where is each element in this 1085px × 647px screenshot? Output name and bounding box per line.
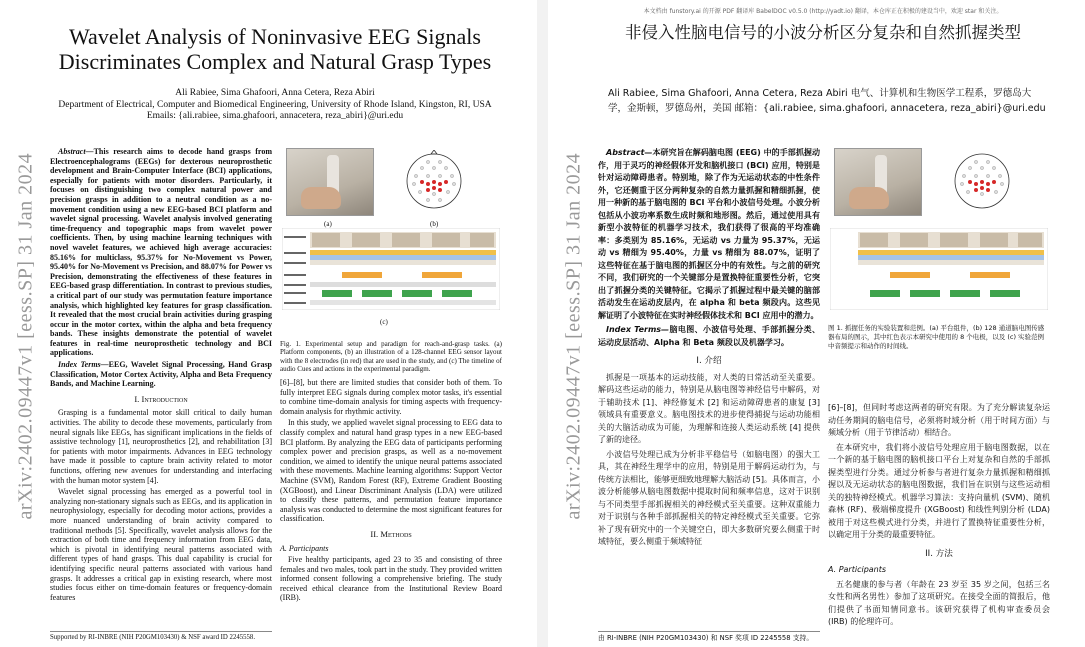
subsection-participants-heading-cn: A. Participants bbox=[828, 565, 887, 574]
platform-photo bbox=[286, 148, 374, 216]
footnote-cn: 由 RI-INBRE (NIH P20GM103430) 和 NSF 奖项 ID 2245558 支持。 bbox=[598, 631, 820, 642]
intro-paragraph-2-cn: 小波信号处理已成为分析非平稳信号（如脑电图）的强大工具，其在神经生理学中的应用，特别是用于解码运动行为，与传统方法相比，能够更细致地理解大脑活动 [5]。具体而言，小波分析能够从脑电图数据中提取时间和频率信息，这对于识别与不同类型手部抓握相关的神经模式至关重要。这种双重能力对于识别与各种手部抓握相关的特定神经模式至关重要。它弥补了现有研究中的一个关键空白，即大多数研究要么侧重于时域特征，要么侧重于频域特征 bbox=[598, 449, 820, 546]
paradigm-timeline-cn bbox=[830, 228, 1048, 310]
arxiv-stamp-cn: arXiv:2402.09447v1 [eess.SP] 31 Jan 2024 bbox=[562, 152, 585, 520]
paper-title-cn: 非侵入性脑电信号的小波分析区分复杂和自然抓握类型 bbox=[625, 23, 1021, 42]
left-column bbox=[50, 147, 272, 604]
author-block bbox=[40, 88, 510, 123]
translation-notice: 本文档由 funstory.ai 的开源 PDF 翻译库 BabelDOC v0.5.0 (http://yadt.io) 翻译，本仓库正在积极的建设当中，欢迎 star 和关注。 bbox=[643, 8, 1003, 15]
intro-paragraph-2: Wavelet signal processing has emerged as a powerful tool in analyzing non-stationary signals such as EEGs, and its application in neurophysiology, especially for decoding motor actions, provides a more nuanced understanding of brain activity compared to traditional methods [5]. Specifically, wavelet analysis allows for the extraction of both time and frequency information from EEG data, which is pivotal in identifying neural patterns associated with different types of hand grasps. This dual capability is crucial for identifying specific neural patterns associated with various hand grasps. It addresses a critical gap in existing research, where most studies focus either on time-domain features or frequency-domain features bbox=[50, 487, 272, 602]
paradigm-timeline bbox=[282, 228, 500, 310]
footnote: Supported by RI-INBRE (NIH P20GM103430) & NSF award ID 2245558. bbox=[50, 631, 272, 642]
intro-paragraph-1: Grasping is a fundamental motor skill critical to daily human activities. The ability to decode these movements, particularly from neural signals like EEGs, has significant implications in the fields of assistive technology [1], neuroprosthetics [2], and rehabilitation [3] for patients with motor impairments. Advances in EEG technology have made it possible to capture brain activity related to motor functions, offering new avenues for understanding and interfacing with the human motor system [4]. bbox=[50, 408, 272, 485]
emails: Emails: {ali.rabiee, sima.ghafoori, annacetera, reza_abiri}@uri.edu bbox=[146, 111, 404, 121]
subfig-label-b: (b) bbox=[430, 220, 439, 228]
right-column bbox=[280, 378, 502, 605]
methods-paragraph-1: Five healthy participants, aged 23 to 35 and consisting of three females and two males, took part in the study. They provided written informed consent following a comprehensive briefing. The study received ethical clearance from the Institutional Review Board (IRB). bbox=[280, 555, 502, 603]
figure-1-caption-cn: 图 1. 抓握任务的实验装置和范例。(a) 平台组件，(b) 128 通道脑电图传感器布局的图示，其中红色表示本研究中使用的 8 个电极，以及 (c) 实验范例中音频提示和动作的时间线。 bbox=[828, 324, 1045, 350]
subfig-label-c: (c) bbox=[380, 318, 388, 326]
section-introduction-heading-cn: I. 介绍 bbox=[696, 356, 722, 366]
affiliation: Department of Electrical, Computer and Biomedical Engineering, University of Rhode Island, Kingston, RI, USA bbox=[58, 99, 492, 110]
left-column-cn bbox=[598, 147, 820, 551]
platform-photo-cn bbox=[834, 148, 922, 216]
paper-page-chinese bbox=[548, 0, 1085, 647]
col2-paragraph-1-cn: [6]–[8]，但同时考虑这两者的研究有限。为了充分解读复杂运动任务期间的脑电信号，必须将时域分析（用于时间方面）与频域分析（用于节律活动）相结合。 bbox=[828, 403, 1050, 437]
eeg-layout-diagram bbox=[398, 150, 470, 212]
intro-paragraph-1-cn: 抓握是一项基本的运动技能，对人类的日常活动至关重要。解码这些运动的能力，特别是从脑电图等神经信号中解码，对于辅助技术 [1]、神经修复术 [2] 和运动障碍患者的康复 [3] 领域具有重要意义。脑电图技术的进步使得捕捉与运动功能相关的大脑活动成为可能，为理解和连接人类运动系统 [4] 提供了新的途径。 bbox=[598, 372, 820, 444]
figure-1-cn bbox=[828, 148, 1050, 332]
author-block-cn: Ali Rabiee, Sima Ghafoori, Anna Cetera, Reza Abiri 电气、计算机和生物医学工程系，罗德岛大学，金斯顿，罗德岛州，美国 邮箱：{ali.rabiee, sima.ghafoori, annacetera, reza_abiri}@uri.edu bbox=[608, 88, 1046, 114]
abstract: Abstract—This research aims to decode hand grasps from Electroencephalograms (EEGs) for dexterous neuroprosthetic development and Brain-Computer Interface (BCI) applications, especially for patients with motor disorders. Particularly, it focuses on distinguishing two complex natural power and precision grasps in addition to a neutral condition as a no-movement condition using a new EEG-based BCI platform and wavelet signal processing. Wavelet analysis involved generating time-frequency and topographic maps from wavelet power coefficients. Then, by using machine learning techniques with novel wavelet features, we achieved high average accuracies: 85.16% for multiclass, 95.37% for No-Movement vs Power, 95.40% for No-Movement vs Precision, and 88.07% for Power vs Precision, demonstrating the effectiveness of these features in EEG-based grasp differentiation. In contrast to previous studies, a critical part of our study was permutation feature importance analysis, which highlighted key features for grasp classification. It revealed that the most crucial brain activities during grasping occur in the motor cortex, within the alpha and beta frequency bands. These insights demonstrate the potential of wavelet features in real-time neuroprosthetic technology and BCI applications. bbox=[50, 147, 272, 358]
figure-1 bbox=[280, 148, 502, 332]
col2-paragraph-2: In this study, we applied wavelet signal processing to EEG data to classify complex and natural hand grasp types in a new EEG-based BCI platform. By analyzing the EEG data of participants performing complex power and precision grasps, as well as a no-movement condition, we aimed to identify the unique neural patterns associated with these movements. Machine learning algorithms: Support Vector Machine (SVM), Random Forest (RF), Extreme Gradient Boosting (XGBoost), and Linear Discriminant Analysis (LDA) were utilized to classify these patterns, and permutation feature importance analysis was conducted to determine the most significant features for classification. bbox=[280, 418, 502, 524]
page-gap bbox=[537, 0, 548, 647]
col2-paragraph-1: [6]–[8], but there are limited studies that consider both of them. To fully interpret EEG signals during complex motor tasks, it's essential to combine time-domain analysis for timing aspects with frequency-domain analysis for rhythmic activity. bbox=[280, 378, 502, 416]
index-terms-cn: Index Terms—脑电图、小波信号处理、手部抓握分类、运动皮层活动、Alpha 和 Beta 频段以及机器学习。 bbox=[598, 325, 821, 347]
methods-paragraph-1-cn: 五名健康的参与者（年龄在 23 岁至 35 岁之间，包括三名女性和两名男性）参加了这项研究。在接受全面的简报后，他们提供了书面知情同意书。该研究获得了机构审查委员会 (IRB) 的伦理许可。 bbox=[828, 579, 1050, 626]
section-methods-heading-cn: II. 方法 bbox=[925, 548, 953, 559]
figure-1-caption: Fig. 1. Experimental setup and paradigm for reach-and-grasp tasks. (a) Platform components, (b) an illustration of a 128-channel EEG sensor layout with the 8 electrodes (in red) that are used in the study, and (c) The timeline of audio Cues and actions in the experimental paradigm. bbox=[280, 340, 502, 374]
authors: Ali Rabiee, Sima Ghafoori, Anna Cetera, Reza Abiri bbox=[175, 88, 375, 98]
eeg-layout-diagram-cn bbox=[946, 150, 1018, 212]
subsection-participants-heading: A. Participants bbox=[280, 543, 329, 553]
section-methods-heading: II. Methods bbox=[370, 528, 412, 539]
arxiv-stamp: arXiv:2402.09447v1 [eess.SP] 31 Jan 2024 bbox=[14, 152, 37, 520]
paper-title: Wavelet Analysis of Noninvasive EEG Signals Discriminates Complex and Natural Grasp Types bbox=[58, 24, 492, 74]
abstract-cn: Abstract—本研究旨在解码脑电图 (EEG) 中的手部抓握动作，用于灵巧的神经假体开发和脑机接口 (BCI) 应用，特别是针对运动障碍患者。特别地，除了作为无运动状态的中性条件外，它还侧重于区分两种复杂的自然力量抓握和精细抓握，使用一种新的基于脑电图的 BCI 平台和小波信号处理。小波分析包括从小波功率系数生成时频和地形图。然后，通过使用具有新型小波特征的机器学习技术，我们获得了很高的平均准确率：多类别为 85.16%，无运动 vs 力量为 95.37%，无运动 vs 精细为 95.40%，力量 vs 精细为 88.07%，证明了这些特征在基于脑电图的抓握区分中的有效性。与之前的研究不同，我们研究的一个关键部分是置换特征重要性分析，它突出了抓握分类的关键特征。它揭示了抓握过程中最关键的脑部活动发生在运动皮层内，在 alpha 和 beta 频段内。这些见解证明了小波特征在实时神经假体技术和 BCI 应用中的潜力。 bbox=[598, 148, 820, 320]
index-terms: Index Terms—EEG, Wavelet Signal Processing, Hand Grasp Classification, Motor Cortex Activity, Alpha and Beta Frequency Bands, and Machine Learning. bbox=[50, 360, 272, 389]
paper-page-english bbox=[0, 0, 537, 647]
subfig-label-a: (a) bbox=[324, 220, 332, 228]
section-introduction-heading: I. Introduction bbox=[134, 393, 188, 404]
col2-paragraph-2-cn: 在本研究中，我们将小波信号处理应用于脑电图数据，以在一个新的基于脑电图的脑机接口平台上对复杂和自然的手部抓握类型进行分类。通过分析参与者进行复杂力量抓握和精细抓握以及无运动状态的脑电图数据，我们旨在识别与这些运动相关的独特神经模式。机器学习算法：支持向量机 (SVM)、随机森林 (RF)、极端梯度提升 (XGBoost) 和线性判别分析 (LDA) 被用于对这些模式进行分类，并进行了置换特征重要性分析，以确定用于分类的最重要特征。 bbox=[828, 442, 1050, 539]
right-column-cn bbox=[828, 402, 1050, 631]
